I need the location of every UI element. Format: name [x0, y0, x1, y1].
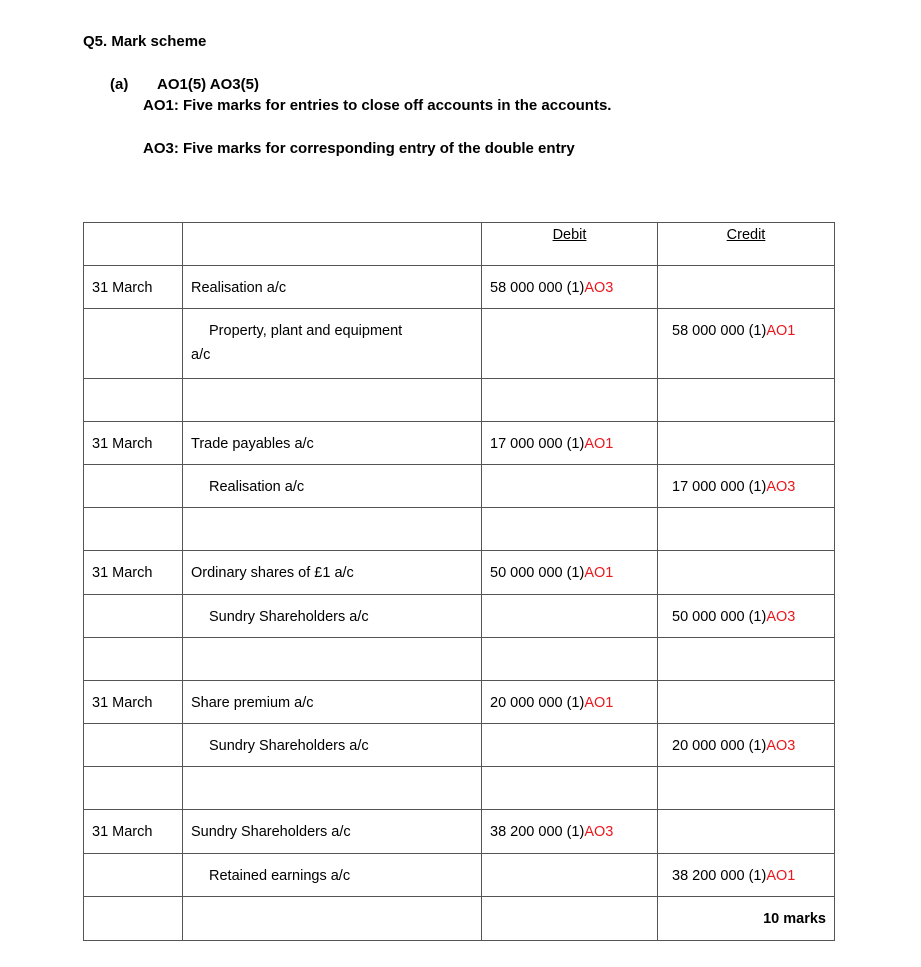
total-row: [84, 897, 835, 941]
account-name: Retained earnings a/c: [209, 868, 351, 884]
credit-cell: [658, 465, 835, 508]
account-cell: [183, 681, 482, 724]
date-cell: 31 March: [84, 551, 183, 595]
credit-cell: [658, 551, 835, 595]
table-row: [84, 638, 835, 681]
date-cell: [84, 767, 183, 810]
account-name: Sundry Shareholders a/c: [191, 824, 351, 840]
table-row: [84, 854, 835, 897]
table-row: [84, 551, 835, 595]
debit-cell: [482, 767, 658, 810]
debit-amount: 58 000 000 (1): [490, 280, 585, 296]
credit-ao-mark: AO1: [766, 323, 796, 339]
account-cell: [183, 854, 482, 897]
debit-ao-mark: AO1: [584, 695, 614, 711]
credit-cell: [658, 422, 835, 465]
credit-amount: 58 000 000 (1): [672, 323, 767, 339]
account-cell: [183, 465, 482, 508]
credit-cell: [658, 379, 835, 422]
debit-cell: [482, 724, 658, 767]
date-cell: 31 March: [84, 810, 183, 854]
date-cell: [84, 309, 183, 379]
date-cell: 31 March: [84, 422, 183, 465]
credit-cell: [658, 638, 835, 681]
account-cell: [183, 810, 482, 854]
account-name: Property, plant and equipment: [209, 323, 403, 339]
debit-cell: [482, 681, 658, 724]
debit-cell: [482, 595, 658, 638]
account-cell: [183, 508, 482, 551]
account-name: Realisation a/c: [209, 479, 305, 495]
debit-amount: 50 000 000 (1): [490, 565, 585, 581]
debit-amount: 20 000 000 (1): [490, 695, 585, 711]
table-row: [84, 266, 835, 309]
table-row: [84, 508, 835, 551]
page-title: Q5. Mark scheme: [83, 33, 207, 50]
account-cell: [183, 767, 482, 810]
date-cell: [84, 508, 183, 551]
credit-cell: [658, 595, 835, 638]
date-cell: [84, 379, 183, 422]
debit-ao-mark: AO3: [584, 824, 614, 840]
credit-ao-mark: AO3: [766, 609, 796, 625]
credit-cell: [658, 724, 835, 767]
account-name: Realisation a/c: [191, 280, 287, 296]
debit-cell: [482, 508, 658, 551]
credit-cell: [658, 810, 835, 854]
date-cell: [84, 724, 183, 767]
account-cell: [183, 422, 482, 465]
account-name: Trade payables a/c: [191, 436, 314, 452]
account-cell: [183, 595, 482, 638]
credit-cell: [658, 681, 835, 724]
debit-cell: [482, 854, 658, 897]
total-marks: 10 marks: [658, 897, 835, 941]
date-cell: 31 March: [84, 681, 183, 724]
debit-cell: [482, 638, 658, 681]
part-label: (a): [110, 76, 129, 93]
date-cell: [84, 465, 183, 508]
credit-amount: 17 000 000 (1): [672, 479, 767, 495]
debit-cell: [482, 810, 658, 854]
account-cell: [183, 724, 482, 767]
credit-cell: [658, 508, 835, 551]
table-row: [84, 422, 835, 465]
debit-amount: 38 200 000 (1): [490, 824, 585, 840]
credit-header: Credit: [726, 227, 766, 243]
date-cell: [84, 638, 183, 681]
debit-cell: [482, 551, 658, 595]
account-cell: [183, 638, 482, 681]
debit-cell: [482, 422, 658, 465]
table-row: [84, 595, 835, 638]
credit-cell: [658, 266, 835, 309]
credit-ao-mark: AO3: [766, 479, 796, 495]
credit-cell: [658, 309, 835, 379]
credit-ao-mark: AO3: [766, 738, 796, 754]
account-name: Sundry Shareholders a/c: [209, 609, 369, 625]
table-row: [84, 810, 835, 854]
debit-amount: 17 000 000 (1): [490, 436, 585, 452]
journal-table: [83, 222, 835, 941]
date-cell: 31 March: [84, 266, 183, 309]
credit-amount: 38 200 000 (1): [672, 868, 767, 884]
date-cell: [84, 595, 183, 638]
account-name: Ordinary shares of £1 a/c: [191, 565, 354, 581]
credit-cell: [658, 854, 835, 897]
table-row: [84, 379, 835, 422]
debit-ao-mark: AO3: [584, 280, 614, 296]
table-row: [84, 309, 835, 379]
credit-ao-mark: AO1: [766, 868, 796, 884]
table-row: [84, 465, 835, 508]
credit-amount: 20 000 000 (1): [672, 738, 767, 754]
debit-ao-mark: AO1: [584, 436, 614, 452]
credit-amount: 50 000 000 (1): [672, 609, 767, 625]
account-name-cont: a/c: [191, 347, 211, 363]
account-cell: [183, 309, 482, 379]
account-name: Share premium a/c: [191, 695, 314, 711]
table-header-row: [84, 223, 835, 266]
ao3-description: AO3: Five marks for corresponding entry of the double entry: [143, 140, 575, 157]
debit-ao-mark: AO1: [584, 565, 614, 581]
debit-header: Debit: [552, 227, 587, 243]
date-cell: [84, 854, 183, 897]
account-name: Sundry Shareholders a/c: [209, 738, 369, 754]
account-cell: [183, 379, 482, 422]
credit-cell: [658, 767, 835, 810]
table-row: [84, 724, 835, 767]
debit-cell: [482, 379, 658, 422]
debit-cell: [482, 309, 658, 379]
table-row: [84, 681, 835, 724]
ao1-description: AO1: Five marks for entries to close off accounts in the accounts.: [143, 97, 612, 114]
account-cell: [183, 551, 482, 595]
table-row: [84, 767, 835, 810]
ao-summary: AO1(5) AO3(5): [157, 76, 259, 93]
debit-cell: [482, 465, 658, 508]
debit-cell: [482, 266, 658, 309]
account-cell: [183, 266, 482, 309]
